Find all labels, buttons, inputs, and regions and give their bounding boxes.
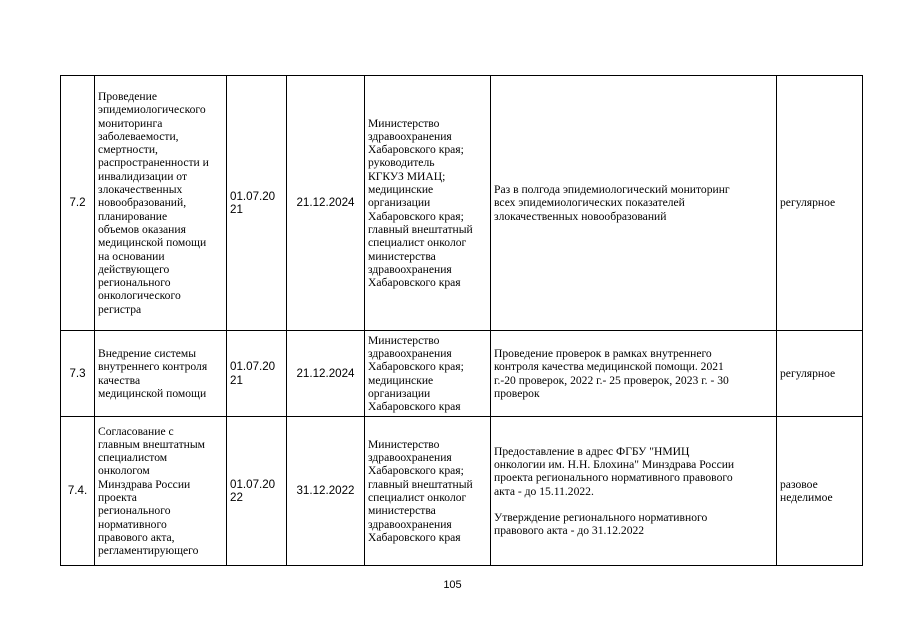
row-number: 7.4. [61,417,95,566]
type-cell: регулярное [777,331,863,417]
activity-cell: Проведение эпидемиологического мониторинга заболеваемости, смертности, распространенности и инвалидизации от злокачественных новообразований, планирование объемов оказания медицинской помощи на основании действующего регионального онкологического регистра [95,76,227,331]
end-date-cell: 21.12.2024 [287,331,365,417]
activity-cell: Внедрение системы внутреннего контроля качества медицинской помощи [95,331,227,417]
result-cell: Проведение проверок в рамках внутреннего контроля качества медицинской помощи. 2021 г.-20 проверок, 2022 г.- 25 проверок, 2023 г. - 30 проверок [491,331,777,417]
type-cell: регулярное [777,76,863,331]
table-row [61,331,863,417]
start-date-cell: 01.07.20 22 [227,417,287,566]
end-date-cell: 31.12.2022 [287,417,365,566]
activity-cell: Согласование с главным внештатным специалистом онкологом Минздрава России проекта регионального нормативного правового акта, регламентирующего [95,417,227,566]
result-cell: Предоставление в адрес ФГБУ "НМИЦ онкологии им. Н.Н. Блохина" Минздрава России проекта регионального нормативного правового акта - до 15.11.2022. Утверждение регионального нормативного правового акта - до 31.12.2022 [491,417,777,566]
result-cell: Раз в полгода эпидемиологический мониторинг всех эпидемиологических показателей злокачественных новообразований [491,76,777,331]
end-date-cell: 21.12.2024 [287,76,365,331]
responsible-cell: Министерство здравоохранения Хабаровского края; медицинские организации Хабаровского края [365,331,491,417]
responsible-cell: Министерство здравоохранения Хабаровского края; главный внештатный специалист онколог министерства здравоохранения Хабаровского края [365,417,491,566]
start-date-cell: 01.07.20 21 [227,331,287,417]
start-date-cell: 01.07.20 21 [227,76,287,331]
type-cell: разовое неделимое [777,417,863,566]
table-row [61,76,863,331]
row-number: 7.2 [61,76,95,331]
page-number: 105 [443,579,462,591]
measures-table [60,75,863,566]
table-row [61,417,863,566]
responsible-cell: Министерство здравоохранения Хабаровского края; руководитель КГКУЗ МИАЦ; медицинские организации Хабаровского края; главный внештатный специалист онколог министерства здравоохранения Хабаровского края [365,76,491,331]
row-number: 7.3 [61,331,95,417]
